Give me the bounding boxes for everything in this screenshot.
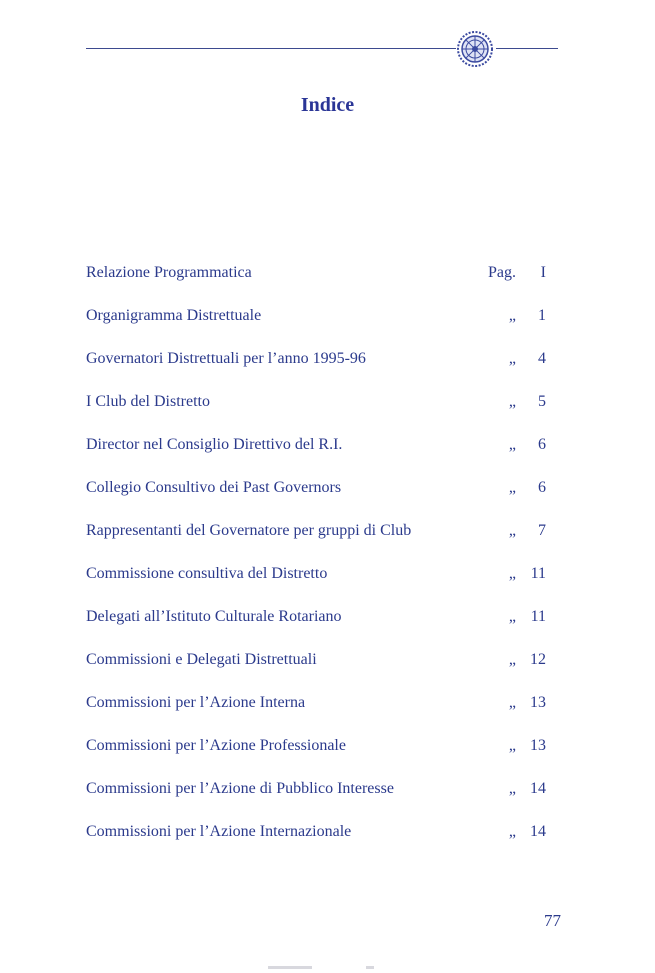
toc-entry-page-prefix: „ — [508, 565, 516, 582]
toc-entry-page-number: I — [540, 264, 546, 281]
toc-entry-label: Director nel Consiglio Direttivo del R.I. — [86, 436, 343, 453]
toc-entry-page-number: 12 — [530, 651, 546, 668]
toc-entry-label: Commissione consultiva del Distretto — [86, 565, 328, 582]
toc-entry-page-number: 5 — [538, 393, 546, 410]
toc-entry — [86, 305, 546, 348]
toc-entry — [86, 434, 546, 477]
toc-entry-page-number: 6 — [538, 479, 546, 496]
toc-entry-page-prefix: „ — [508, 350, 516, 367]
toc-entry-page-number: 13 — [530, 737, 546, 754]
toc-entry-label: Commissioni per l’Azione Interna — [86, 694, 306, 711]
toc-entry-label: Rappresentanti del Governatore per gruppi di Club — [86, 522, 412, 539]
toc-entry-label: Commissioni e Delegati Distrettuali — [86, 651, 317, 668]
toc-entry-page-prefix: Pag. — [488, 264, 516, 281]
toc-entry — [86, 262, 546, 305]
toc-entry-page-prefix: „ — [508, 694, 516, 711]
toc-entry-label: Relazione Programmatica — [86, 264, 252, 281]
toc-entry-label: Delegati all’Istituto Culturale Rotariano — [86, 608, 342, 625]
toc-entry-page-number: 11 — [530, 565, 546, 582]
toc-entry — [86, 520, 546, 563]
toc-entry — [86, 821, 546, 864]
toc-entry-page-prefix: „ — [508, 436, 516, 453]
toc-entry-page-prefix: „ — [508, 522, 516, 539]
toc-entry-page-prefix: „ — [508, 651, 516, 668]
toc-entry — [86, 348, 546, 391]
bottom-scan-mark — [268, 966, 312, 969]
toc-entry-page-number: 4 — [538, 350, 546, 367]
toc-entry-label: Commissioni per l’Azione di Pubblico Interesse — [86, 780, 394, 797]
toc-entry — [86, 692, 546, 735]
toc-entry-page-number: 13 — [530, 694, 546, 711]
toc-entry-page-number: 1 — [538, 307, 546, 324]
toc-entry-page-number: 14 — [530, 780, 546, 797]
table-of-contents — [86, 262, 546, 864]
toc-entry — [86, 606, 546, 649]
toc-entry-page-prefix: „ — [508, 823, 516, 840]
toc-entry-page-prefix: „ — [508, 307, 516, 324]
toc-entry-label: Commissioni per l’Azione Internazionale — [86, 823, 352, 840]
toc-entry-page-number: 11 — [530, 608, 546, 625]
toc-entry — [86, 778, 546, 821]
toc-entry-page-prefix: „ — [508, 780, 516, 797]
toc-entry-page-prefix: „ — [508, 737, 516, 754]
toc-entry-label: Organigramma Distrettuale — [86, 307, 262, 324]
toc-entry-label: I Club del Distretto — [86, 393, 210, 410]
toc-entry-page-number: 14 — [530, 823, 546, 840]
toc-entry-page-number: 6 — [538, 436, 546, 453]
toc-entry — [86, 563, 546, 606]
page-number: 77 — [544, 911, 561, 930]
toc-entry-page-number: 7 — [538, 522, 546, 539]
toc-entry — [86, 735, 546, 778]
header-rule-left — [86, 48, 456, 49]
toc-entry-page-prefix: „ — [508, 608, 516, 625]
toc-entry — [86, 649, 546, 692]
toc-entry-page-prefix: „ — [508, 479, 516, 496]
toc-entry — [86, 391, 546, 434]
bottom-scan-mark — [366, 966, 374, 969]
toc-entry — [86, 477, 546, 520]
toc-entry-label: Collegio Consultivo dei Past Governors — [86, 479, 342, 496]
toc-entry-label: Commissioni per l’Azione Professionale — [86, 737, 346, 754]
page-title: Indice — [300, 94, 355, 116]
rotary-wheel-icon — [456, 30, 494, 68]
header-rule-right — [496, 48, 558, 49]
toc-entry-label: Governatori Distrettuali per l’anno 1995-96 — [86, 350, 366, 367]
toc-entry-page-prefix: „ — [508, 393, 516, 410]
